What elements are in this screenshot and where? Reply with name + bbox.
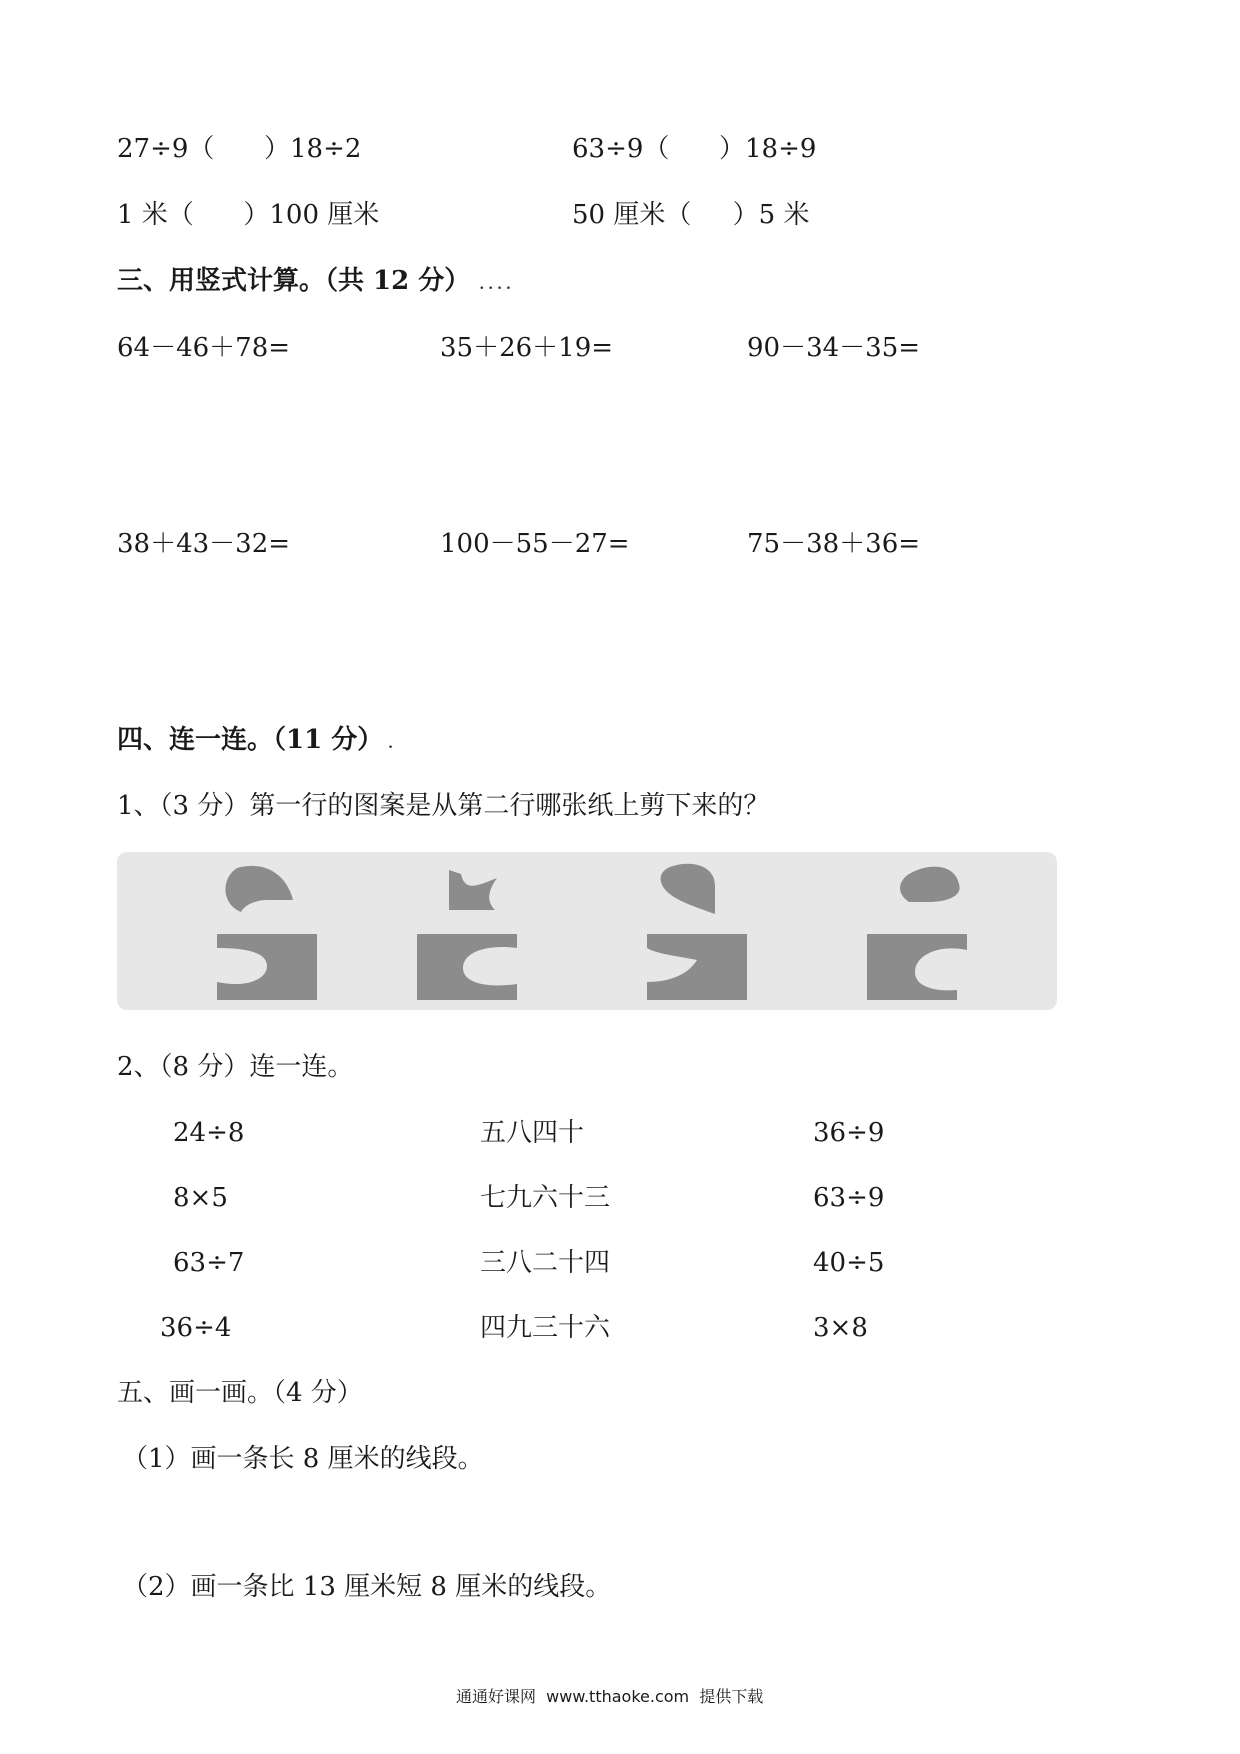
- footer-text: 通通好课网 www.tthaoke.com 提供下载: [456, 1687, 764, 1706]
- paper-shape-1: [217, 934, 317, 1000]
- problem-1: 64－46＋78=: [117, 333, 291, 363]
- compare-2: 63÷9（ ）18÷9: [572, 134, 817, 164]
- section4-title: 四、连一连。（11 分） .: [117, 725, 393, 755]
- cutout-shape-2: [449, 870, 497, 910]
- problem-6: 75－38＋36=: [747, 529, 921, 559]
- problem-4: 38＋43－32=: [117, 529, 291, 559]
- left-item: 63÷7: [173, 1248, 245, 1278]
- paper-shape-3: [647, 934, 747, 1000]
- compare-3: 1 米（ ）100 厘米: [117, 200, 380, 230]
- problem-5: 100－55－27=: [440, 529, 630, 559]
- paper-shape-2: [417, 934, 517, 1000]
- cutout-shape-4: [900, 867, 960, 902]
- section4-q2: 2、（8 分）连一连。: [117, 1052, 354, 1082]
- cutout-shape-3: [661, 864, 715, 914]
- mid-item: 七九六十三: [480, 1183, 611, 1213]
- mid-item: 三八二十四: [480, 1248, 611, 1278]
- left-item: 36÷4: [160, 1313, 232, 1343]
- section5-q1: （1）画一条长 8 厘米的线段。: [122, 1444, 484, 1474]
- cutout-shape-1: [225, 866, 293, 912]
- right-item: 63÷9: [813, 1183, 885, 1213]
- problem-3: 90－34－35=: [747, 333, 921, 363]
- right-item: 36÷9: [813, 1118, 885, 1148]
- mid-item: 四九三十六: [480, 1313, 611, 1343]
- mid-item: 五八四十: [480, 1118, 585, 1148]
- problem-2: 35＋26＋19=: [440, 333, 614, 363]
- section4-q1: 1、（3 分）第一行的图案是从第二行哪张纸上剪下来的？: [117, 791, 770, 821]
- left-item: 24÷8: [173, 1118, 245, 1148]
- compare-4: 50 厘米（ ）5 米: [572, 200, 810, 230]
- paper-shape-4: [867, 934, 967, 1000]
- section3-title: 三、用竖式计算。（共 12 分） ....: [117, 266, 515, 296]
- section5-title: 五、画一画。（4 分）: [117, 1378, 363, 1408]
- cutout-figure-panel: [117, 852, 1057, 1010]
- right-item: 40÷5: [813, 1248, 885, 1278]
- section5-q2: （2）画一条比 13 厘米短 8 厘米的线段。: [122, 1572, 612, 1602]
- right-item: 3×8: [813, 1313, 868, 1343]
- compare-1: 27÷9（ ）18÷2: [117, 134, 362, 164]
- left-item: 8×5: [173, 1183, 228, 1213]
